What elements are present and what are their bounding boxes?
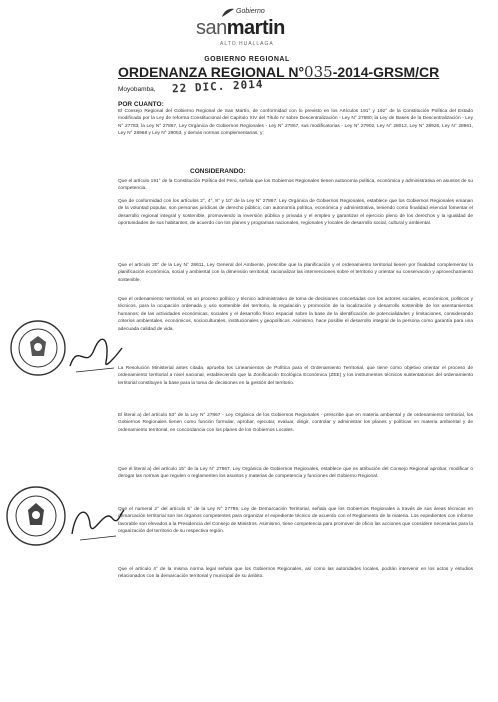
title-prefix: ORDENANZA REGIONAL N°	[118, 64, 305, 80]
official-seal-stamp	[8, 318, 68, 378]
logo-wordmark-light: san	[196, 17, 227, 39]
paragraph: La Resolución Ministerial antes citada, aprueba los Lineamientos de Política para el Ordenamiento Territorial, que tiene como objetivo orientar el proceso de ordenamiento territorial a nivel nacional, estableciendo que la Zonificación Ecológica Económica (ZEE) y los instrumentos técnicos sustentatorios del ordenamiento territorial constituyen la base para la toma de decisiones en la gestión del territorio.	[118, 366, 473, 386]
handwritten-signature	[66, 500, 126, 544]
paragraph: Que el artículo 20° de la Ley N° 28611, Ley General del Ambiente, prescribe que la planificación y el ordenamiento territorial tienen por finalidad complementar la planificación económica, social y ambiental con la dimensión territorial, racionalizar las intervenciones sobre el territorio y orientar su conservación y aprovechamiento sostenible.	[118, 263, 473, 283]
paragraph: Que de conformidad con los artículos 2°, 4°, 8° y 10° de la Ley N° 27867, Ley Orgánica de Gobiernos Regionales, establece que los Gobiernos Regionales emanan de la voluntad popular, son personas jurídicas de derecho público, con autonomía política, económica y administrativa, teniendo como finalidad esencial fomentar el desarrollo regional integral y sostenible, promoviendo la inversión pública y privada y el empleo y garantizar el ejercicio pleno de los derechos y la igualdad de oportunidades de sus habitantes, de acuerdo con los planes y programas nacionales, regionales y locales de desarrollo social, cultural y ambiental.	[118, 199, 473, 227]
logo-tagline: ALTO HUALLAGA	[220, 41, 274, 47]
date-stamp: 22 DIC. 2014	[171, 77, 264, 96]
regional-government-logo	[188, 8, 328, 54]
handwritten-signature	[66, 336, 126, 376]
logo-small-text: Gobierno	[236, 8, 265, 15]
logo-wordmark-bold: martin	[226, 17, 285, 39]
paragraph: El Consejo Regional del Gobierno Regional de San Martín, de conformidad con lo previsto en los Artículos 191° y 192° de la Constitución Política del Estado modificada por la Ley de reforma Constitucional del Capítulo XIV del Título IV sobre Descentralización - Ley N° 27680; la Ley de Bases de la Descentralización - Ley N° 27783; la Ley N° 27867, Ley Orgánica de Gobiernos Regionales - Ley N° 27867, sus modificatorias - Ley N° 27902, Ley N° 28013, Ley N° 28926, Ley N° 28961, Ley N° 28968 y Ley N° 29053, y demás normas complementarias, y;	[118, 109, 473, 137]
section-por-cuanto: POR CUANTO:	[118, 101, 164, 108]
logo-wordmark	[196, 18, 285, 38]
official-seal-stamp	[4, 484, 68, 548]
paragraph: Que el ordenamiento territorial, es un proceso político y técnico administrativo de toma de decisiones concertadas con los actores sociales, económicos, políticos y técnicos, para la ocupación ordenada y uso sostenible del territorio, la regulación y promoción de la localización y desarrollo sostenible de los asentamientos humanos; de las actividades económicas, sociales y el desarrollo físico espacial sobre la base de la identificación de potencialidades y limitaciones, considerando criterios ambientales, económicos, socioculturales, institucionales y geopolíticos. Asimismo, hace posible el desarrollo integral de la persona como garantía para una adecuada calidad de vida.	[118, 297, 473, 332]
paragraph: Que el numeral 2° del artículo 5° de la Ley N° 27795, Ley de Demarcación Territorial, señala que los Gobiernos Regionales a través de sus áreas técnicas en demarcación territorial son los órganos competentes para organizar el expediente técnico de acuerdo con el Reglamento de la materia. Los expedientes con informe favorable son elevados a la Presidencia del Consejo de Ministros. Asimismo, tiene competencia para promover de oficio las acciones que considere necesarias para la organización del territorio de su respectiva región.	[118, 507, 473, 535]
title-number: 035	[304, 63, 333, 81]
paragraph: Que el artículo 191° de la Constitución Política del Perú, señala que los Gobiernos Regionales tienen autonomía política, económica y administrativa en asuntos de su competencia.	[118, 179, 473, 192]
title-suffix: -2014-GRSM/CR	[332, 64, 440, 80]
section-considerando: CONSIDERANDO:	[190, 168, 246, 175]
paragraph: Que el artículo 4° de la misma norma legal señala que los Gobiernos Regionales, así como las autoridades locales, podrán intervenir en los actos y estudios relacionados con la demarcación territorial y municipal de su ámbito.	[118, 567, 473, 580]
paragraph: El literal a) del artículo 53° de la Ley N° 27867 - Ley Orgánica de los Gobiernos Regionales - prescribe que en materia ambiental y de ordenamiento territorial, los Gobiernos Regionales tienen como función formular, aprobar, ejecutar, evaluar, dirigir, controlar y administrar los planes y políticas en materia ambiental y de ordenamiento territorial, en concordancia con los planes de los Gobiernos Locales.	[118, 413, 473, 433]
issuer-heading: GOBIERNO REGIONAL	[204, 56, 290, 63]
paragraph: Que el literal a) del artículo 15° de la Ley N° 27867, Ley Orgánica de Gobiernos Regionales, establece que es atribución del Consejo Regional aprobar, modificar o derogar las normas que regulen o reglamenten los asuntos y materias de competencia y funciones del Gobierno Regional.	[118, 467, 473, 480]
issue-place: Moyobamba,	[118, 86, 156, 93]
